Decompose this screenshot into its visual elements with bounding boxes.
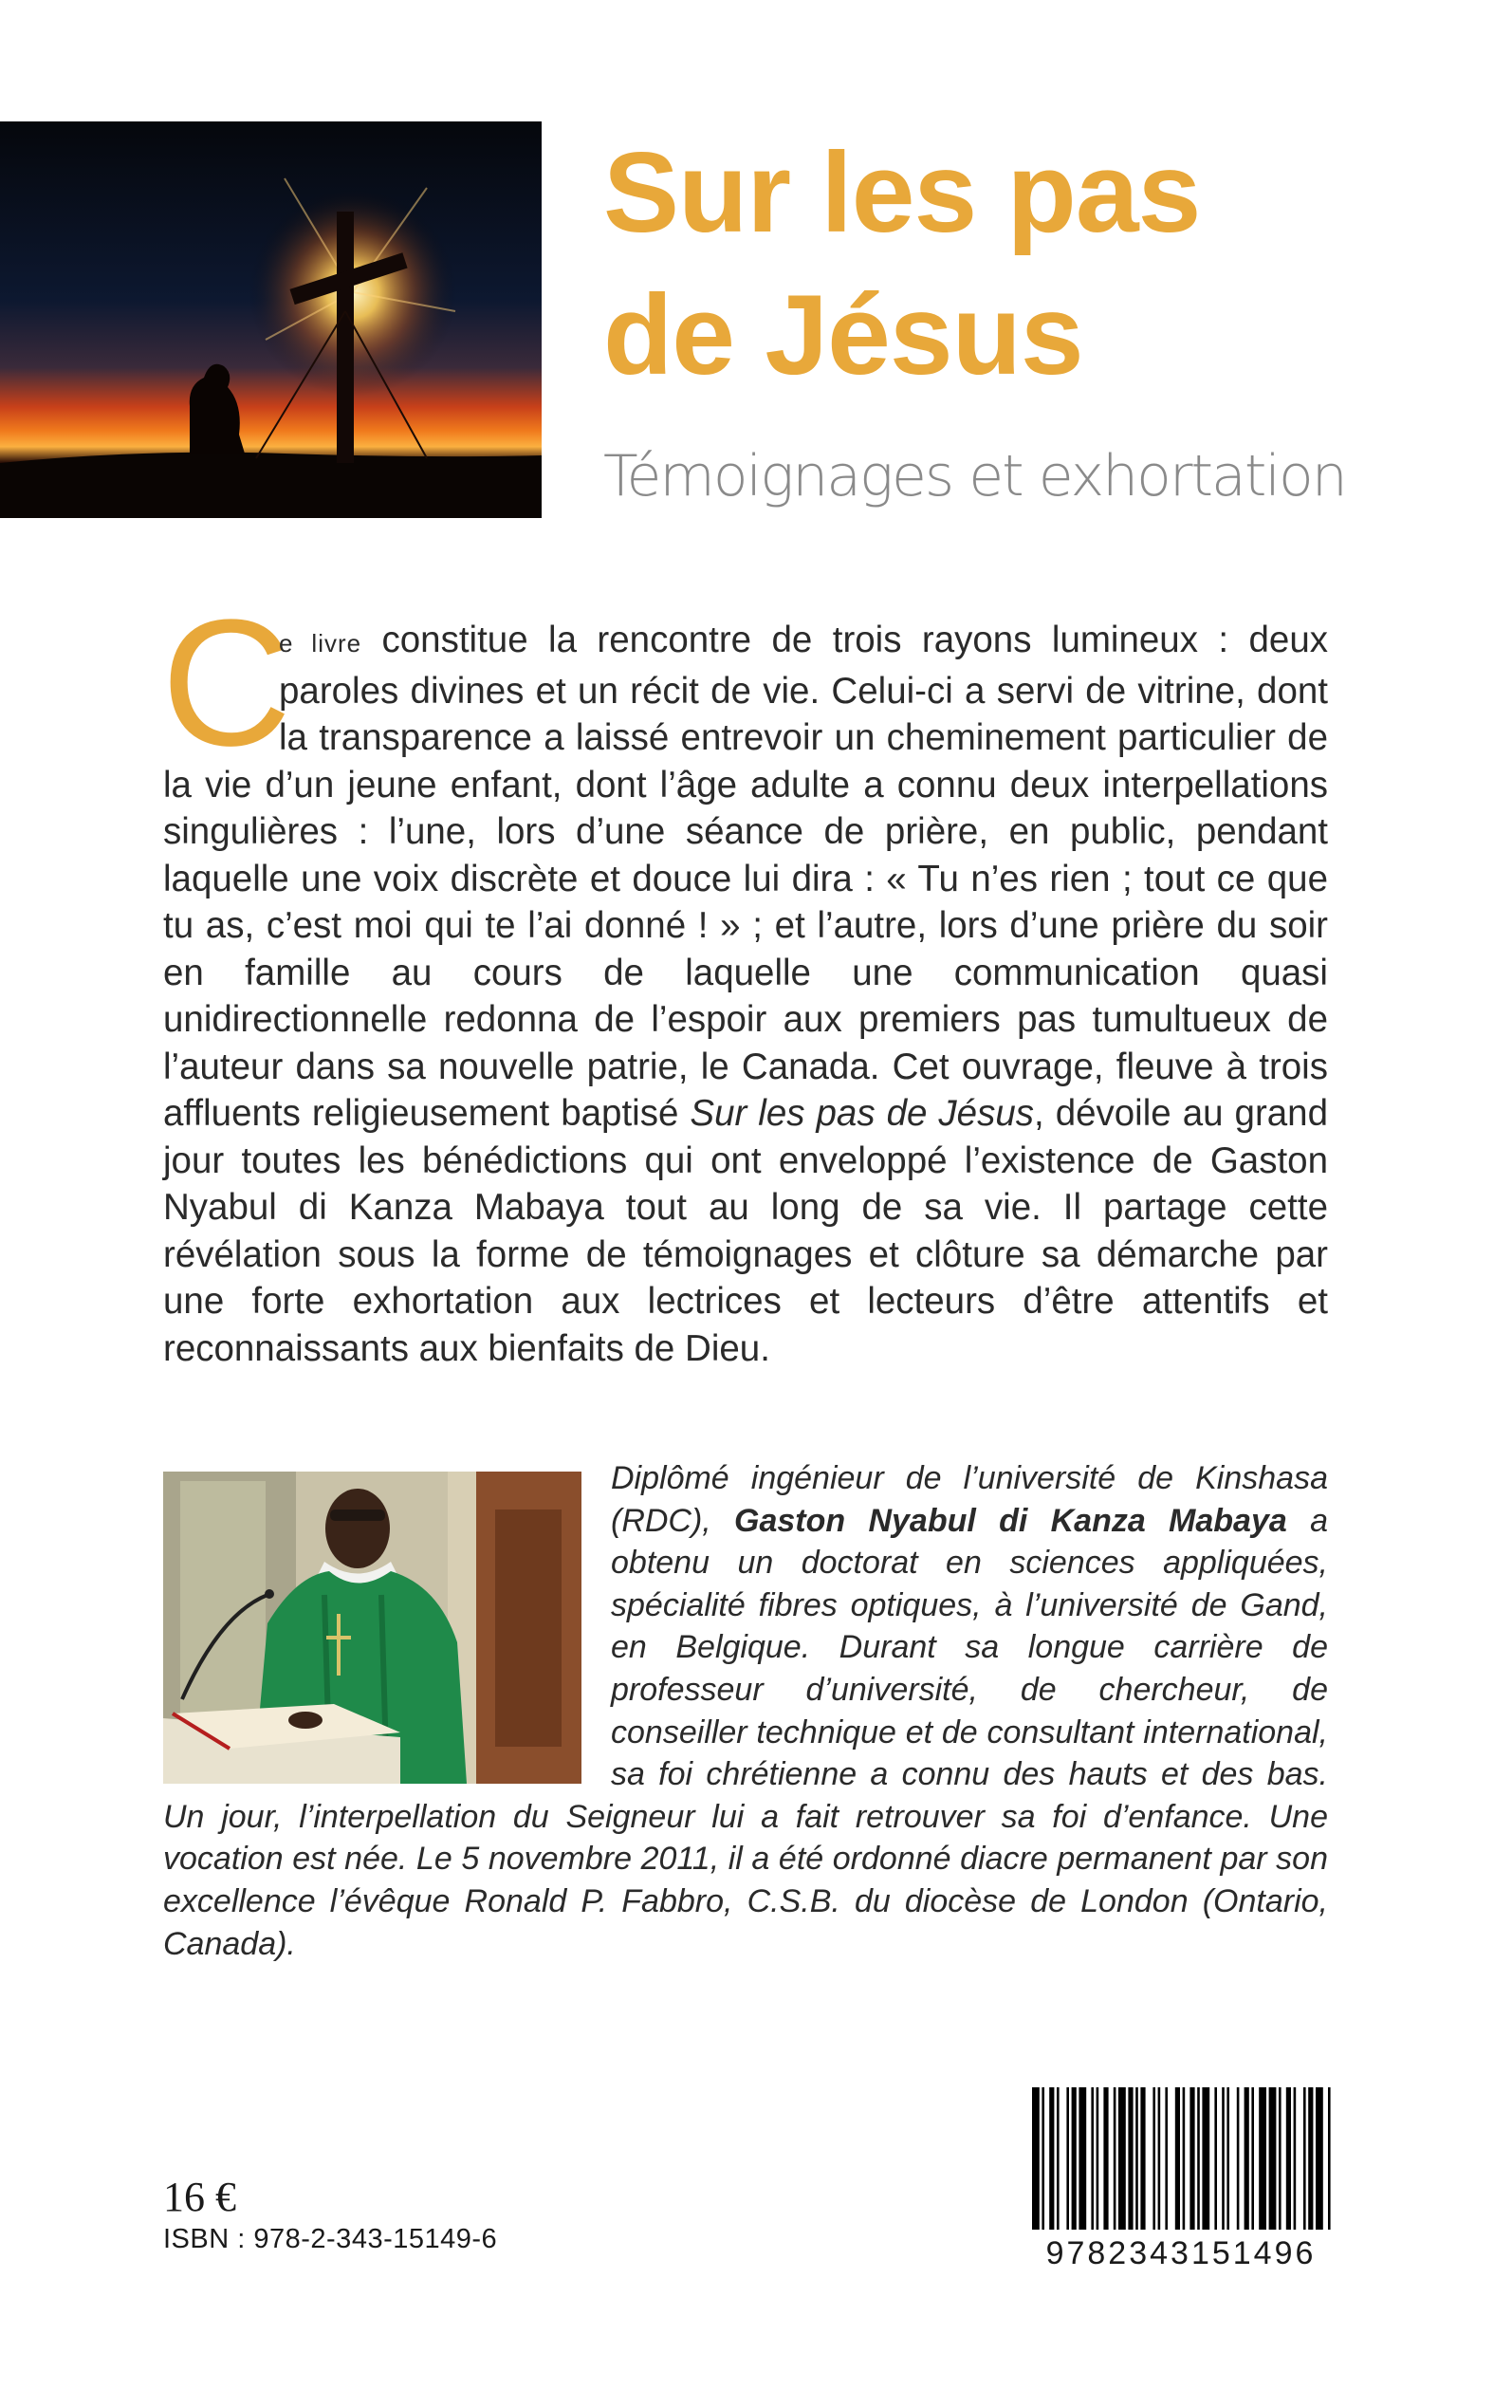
barcode-bar <box>1316 2087 1323 2230</box>
barcode-bar <box>1294 2087 1297 2230</box>
book-subtitle: Témoignages et exhortation <box>603 443 1346 509</box>
barcode-bar <box>1152 2087 1155 2230</box>
barcode-bar <box>1158 2087 1161 2230</box>
barcode-bar <box>1251 2087 1254 2230</box>
description-part-1: constitue la rencontre de trois rayons lumineux : deux paroles divines et un récit de vie. Celui-ci a servi de vitrine, dont la transparence a laissé entrevoir un cheminement particulier de la vie d’un jeune enfant, dont l’âge adulte a connu deux interpellations singulières : l’une, lors d’une séance de prière, en public, pendant laquelle une voix discrète et douce lui dira : « Tu n’es rien ; tout ce que tu as, c’est moi qui te l’ai donné ! » ; et l’autre, lors d’une prière du soir en famille au cours de laquelle une communication quasi unidirectionnelle redonna de l’espoir aux premiers pas tumultueux de l’auteur dans sa nouvelle patrie, le Canada. Cet ouvrage, fleuve à trois affluents religieusement baptisé <box>163 620 1328 1134</box>
barcode-bar <box>1308 2087 1313 2230</box>
book-description <box>163 617 1328 1372</box>
barcode-bar <box>1135 2087 1138 2230</box>
description-book-title: Sur les pas de Jésus <box>690 1093 1034 1134</box>
description-lead-smallcaps: e livre <box>279 629 362 658</box>
isbn: ISBN : 978-2-343-15149-6 <box>163 2224 498 2254</box>
barcode <box>1030 2087 1332 2258</box>
barcode-bar <box>1066 2087 1069 2230</box>
barcode-bar <box>1328 2087 1331 2230</box>
barcode-bar <box>1175 2087 1180 2230</box>
barcode-bar <box>1049 2087 1054 2230</box>
barcode-bar <box>1165 2087 1168 2230</box>
barcode-bar <box>1237 2087 1240 2230</box>
barcode-bar <box>1189 2087 1194 2230</box>
barcode-bar <box>1032 2087 1040 2230</box>
barcode-bar <box>1118 2087 1126 2230</box>
barcode-bar <box>1103 2087 1108 2230</box>
price: 16 € <box>163 2174 236 2220</box>
barcode-digits: 9782343151496 <box>1045 2235 1317 2271</box>
barcode-bar <box>1197 2087 1200 2230</box>
barcode-bar <box>1245 2087 1249 2230</box>
book-title <box>603 121 1457 406</box>
description-part-2: , dévoile au grand jour toutes les bénédictions qui ont enveloppé l’existence de Gaston Nyabul di Kanza Mabaya tout au long de sa vie. Il partage cette révélation sous la forme de témoignages et clôture sa démarche par une forte exhortation aux lectrices et lecteurs d’être attentifs et reconnaissants aux bienfaits de Dieu. <box>163 1093 1328 1369</box>
barcode-bar <box>1097 2087 1099 2230</box>
book-title-line-1: Sur les pas <box>603 129 1201 256</box>
author-name: Gaston Nyabul di Kanza Mabaya <box>734 1502 1287 1539</box>
barcode-bar <box>1128 2087 1133 2230</box>
barcode-bar <box>1140 2087 1145 2230</box>
barcode-bar <box>1072 2087 1077 2230</box>
barcode-bar <box>1114 2087 1116 2230</box>
book-title-line-2: de Jésus <box>603 271 1083 398</box>
barcode-bar <box>1279 2087 1282 2230</box>
barcode-bar <box>1057 2087 1060 2230</box>
barcode-bar <box>1091 2087 1094 2230</box>
author-bio-intro: Diplômé ingénieur de l’université de Kinshasa (RDC), <box>611 1460 1328 1539</box>
barcode-bar <box>1222 2087 1225 2230</box>
barcode-bar <box>1042 2087 1044 2230</box>
barcode-bar <box>1202 2087 1209 2230</box>
barcode-bar <box>1303 2087 1306 2230</box>
author-bio-rest: a obtenu un doctorat en sciences appliquées, spécialité fibres optiques, à l’université de Gand, en Belgique. Durant sa longue carrière de professeur d’université, de chercheur, de conseiller technique et de consultant international, sa foi chrétienne a connu des hauts et des bas. Un jour, l’interpellation du Seigneur lui a fait retrouver sa foi d’enfance. Une vocation est née. Le 5 novembre 2011, il a été ordonné diacre permanent par son excellence l’évêque Ronald P. Fabbro, C.S.B. du diocèse de London (Ontario, Canada). <box>163 1502 1328 1962</box>
cover-photo-cross-sunset <box>0 121 542 518</box>
barcode-bar <box>1286 2087 1291 2230</box>
barcode-bar <box>1259 2087 1266 2230</box>
drop-cap: C <box>161 583 292 784</box>
barcode-bar <box>1269 2087 1277 2230</box>
barcode-bar <box>1183 2087 1186 2230</box>
barcode-bar <box>1079 2087 1086 2230</box>
author-bio <box>163 1457 1328 1965</box>
barcode-bar <box>1214 2087 1217 2230</box>
barcode-bar <box>1226 2087 1229 2230</box>
